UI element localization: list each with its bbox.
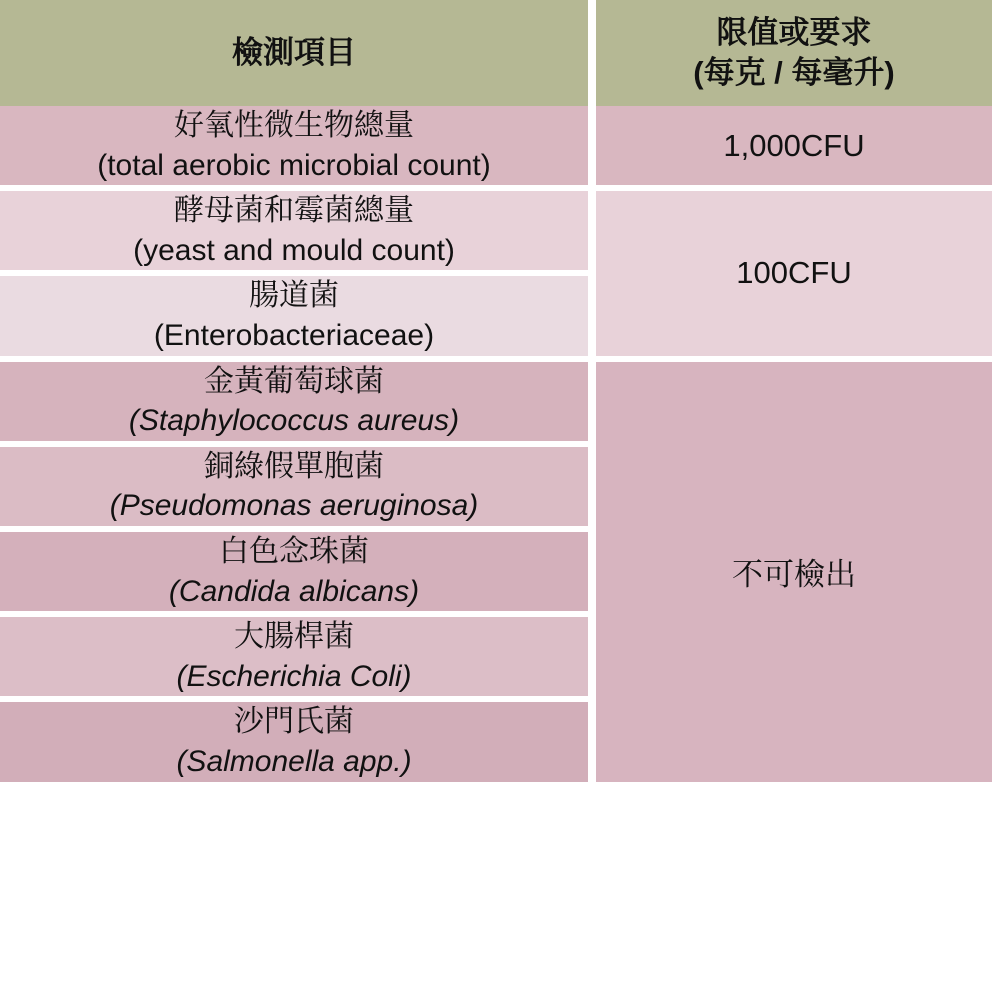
header-item-column — [0, 0, 588, 106]
test-item-name-cn: 白色念珠菌 — [219, 534, 369, 568]
test-item-cell — [0, 447, 588, 526]
test-item-cell — [0, 276, 588, 355]
test-item-name-cn: 好氧性微生物總量 — [174, 109, 414, 142]
test-item-name-cn: 沙門氏菌 — [234, 705, 354, 739]
column-divider — [588, 191, 596, 270]
limit-value-cell: 100CFU — [596, 191, 992, 355]
header-item-column-label: 檢測項目 — [232, 34, 356, 70]
column-divider — [588, 702, 596, 781]
limit-value-cell: 1,000CFU — [596, 106, 992, 185]
test-item-name-en: (Escherichia Coli) — [176, 659, 412, 693]
test-item-cell — [0, 106, 588, 185]
test-item-name-cn: 銅綠假單胞菌 — [204, 449, 384, 483]
table-header-row — [0, 0, 992, 106]
test-item-name-cn: 酵母菌和霉菌總量 — [174, 194, 414, 228]
test-item-cell — [0, 702, 588, 781]
test-item-name-en: (yeast and mould count) — [133, 233, 455, 267]
test-item-cell — [0, 191, 588, 270]
header-limit-column-label-line2: (每克 / 每毫升) — [693, 55, 895, 90]
test-item-name-cn: 腸道菌 — [249, 279, 339, 313]
test-item-cell — [0, 362, 588, 441]
test-item-cell — [0, 617, 588, 696]
column-divider — [588, 362, 596, 441]
column-divider — [588, 532, 596, 611]
test-item-name-en: (total aerobic microbial count) — [97, 148, 491, 182]
header-limit-column-label-line1: 限值或要求 — [716, 14, 872, 50]
column-divider — [588, 617, 596, 696]
column-divider — [588, 447, 596, 526]
header-limit-column — [596, 0, 992, 106]
test-item-name-en: (Candida albicans) — [168, 574, 420, 608]
column-divider — [588, 106, 596, 185]
limit-value-cell: 不可檢出 — [596, 362, 992, 782]
test-item-name-en: (Salmonella app.) — [176, 744, 412, 778]
table-row — [0, 106, 992, 185]
test-item-name-en: (Pseudomonas aeruginosa) — [109, 489, 479, 523]
test-item-name-cn: 大腸桿菌 — [234, 620, 354, 654]
column-divider — [588, 0, 596, 106]
test-item-name-en: (Enterobacteriaceae) — [153, 318, 435, 352]
test-item-name-cn: 金黃葡萄球菌 — [204, 364, 384, 398]
column-divider — [588, 276, 596, 355]
test-item-name-en: (Staphylococcus aureus) — [128, 404, 460, 438]
test-item-cell — [0, 532, 588, 611]
table-row — [0, 362, 992, 441]
table-row — [0, 191, 992, 270]
